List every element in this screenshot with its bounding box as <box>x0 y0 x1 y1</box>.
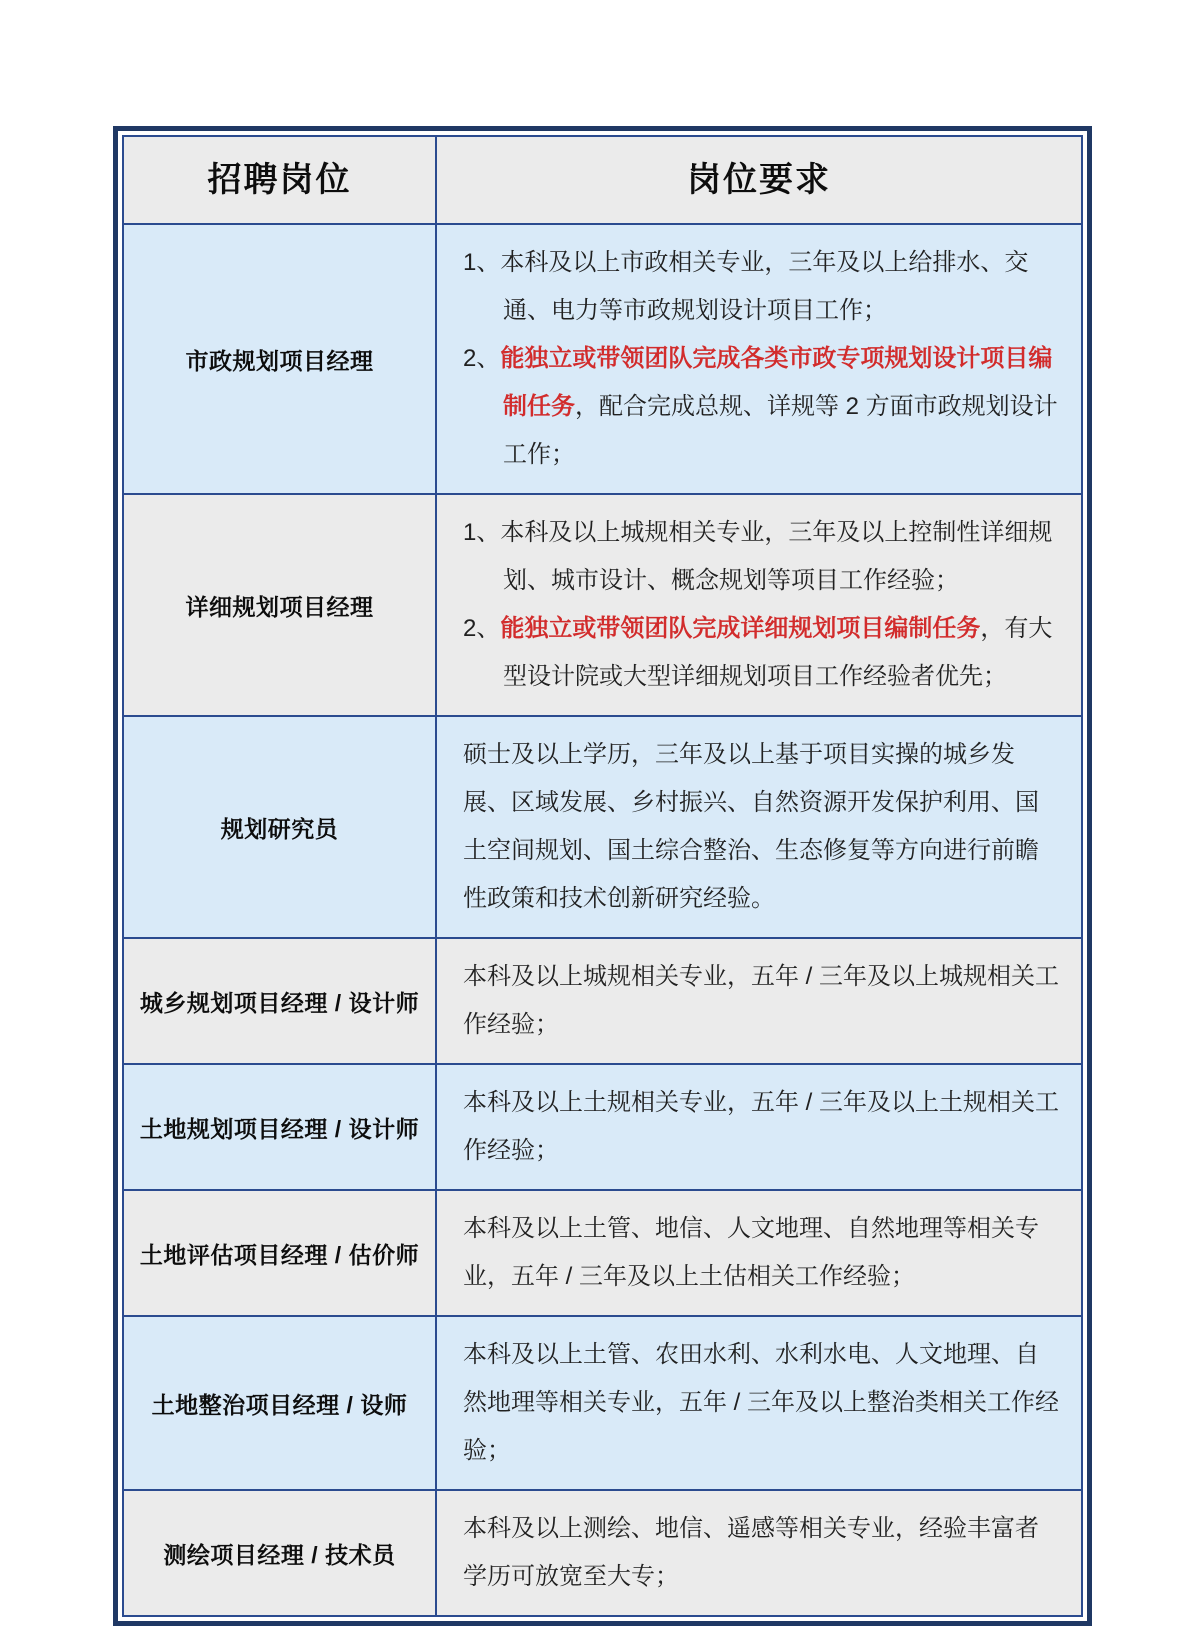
requirement-text: 本科及以上测绘、地信、遥感等相关专业，经验丰富者学历可放宽至大专； <box>463 1515 1039 1590</box>
position-cell: 详细规划项目经理 <box>124 495 437 715</box>
table-header-row <box>124 137 1081 223</box>
table-row <box>124 1489 1081 1615</box>
requirement-item <box>463 509 1061 605</box>
requirement-text: 本科及以上土管、农田水利、水利水电、人文地理、自然地理等相关专业，五年 / 三年及以上整治类相关工作经验； <box>463 1341 1060 1464</box>
table-body <box>124 223 1081 1615</box>
item-number: 1、 <box>463 519 501 546</box>
position-cell: 土地整治项目经理 / 设师 <box>124 1317 437 1489</box>
requirement-item <box>463 239 1061 335</box>
recruitment-table <box>113 126 1092 1626</box>
requirements-cell <box>437 495 1081 715</box>
requirement-item <box>463 1505 1061 1601</box>
requirements-cell <box>437 1317 1081 1489</box>
item-number: 2、 <box>463 615 501 642</box>
position-cell: 市政规划项目经理 <box>124 225 437 493</box>
requirement-text: 本科及以上土管、地信、人文地理、自然地理等相关专业，五年 / 三年及以上土估相关工作经验； <box>463 1215 1039 1290</box>
item-number: 1、 <box>463 249 501 276</box>
requirement-item <box>463 335 1061 479</box>
table-row <box>124 937 1081 1063</box>
requirement-text: ，有大型设计院或大型详细规划项目工作经验者优先； <box>503 615 1053 690</box>
header-position-column: 招聘岗位 <box>124 137 437 223</box>
requirements-cell <box>437 1491 1081 1615</box>
position-cell: 规划研究员 <box>124 717 437 937</box>
table-row <box>124 1063 1081 1189</box>
table-row <box>124 715 1081 937</box>
requirement-item <box>463 605 1061 701</box>
table-row <box>124 493 1081 715</box>
position-cell: 土地规划项目经理 / 设计师 <box>124 1065 437 1189</box>
position-cell: 测绘项目经理 / 技术员 <box>124 1491 437 1615</box>
requirement-text: 本科及以上市政相关专业，三年及以上给排水、交通、电力等市政规划设计项目工作； <box>500 249 1029 324</box>
highlighted-requirement-text: 能独立或带领团队完成各类市政专项规划设计项目编制任务 <box>500 345 1053 420</box>
requirement-item <box>463 1331 1061 1475</box>
table-row <box>124 1315 1081 1489</box>
recruitment-table-inner <box>122 135 1083 1617</box>
requirements-cell <box>437 717 1081 937</box>
requirements-cell <box>437 939 1081 1063</box>
requirement-item <box>463 953 1061 1049</box>
requirement-item <box>463 1079 1061 1175</box>
requirement-text: 本科及以上城规相关专业，五年 / 三年及以上城规相关工作经验； <box>463 963 1060 1038</box>
position-cell: 土地评估项目经理 / 估价师 <box>124 1191 437 1315</box>
requirement-text: ，配合完成总规、详规等 2 方面市政规划设计工作； <box>503 393 1058 468</box>
highlighted-requirement-text: 能独立或带领团队完成详细规划项目编制任务 <box>500 615 981 642</box>
requirement-item <box>463 731 1061 923</box>
table-row <box>124 223 1081 493</box>
requirements-cell <box>437 1191 1081 1315</box>
header-requirements-column: 岗位要求 <box>687 160 831 199</box>
requirement-item <box>463 1205 1061 1301</box>
position-cell: 城乡规划项目经理 / 设计师 <box>124 939 437 1063</box>
item-number: 2、 <box>463 345 501 372</box>
requirement-text: 本科及以上城规相关专业，三年及以上控制性详细规划、城市设计、概念规划等项目工作经验； <box>500 519 1053 594</box>
table-row <box>124 1189 1081 1315</box>
requirement-text: 本科及以上土规相关专业，五年 / 三年及以上土规相关工作经验； <box>463 1089 1060 1164</box>
requirements-cell <box>437 225 1081 493</box>
requirement-text: 硕士及以上学历，三年及以上基于项目实操的城乡发展、区域发展、乡村振兴、自然资源开发保护利用、国土空间规划、国土综合整治、生态修复等方向进行前瞻性政策和技术创新研究经验。 <box>463 741 1039 912</box>
requirements-cell <box>437 1065 1081 1189</box>
